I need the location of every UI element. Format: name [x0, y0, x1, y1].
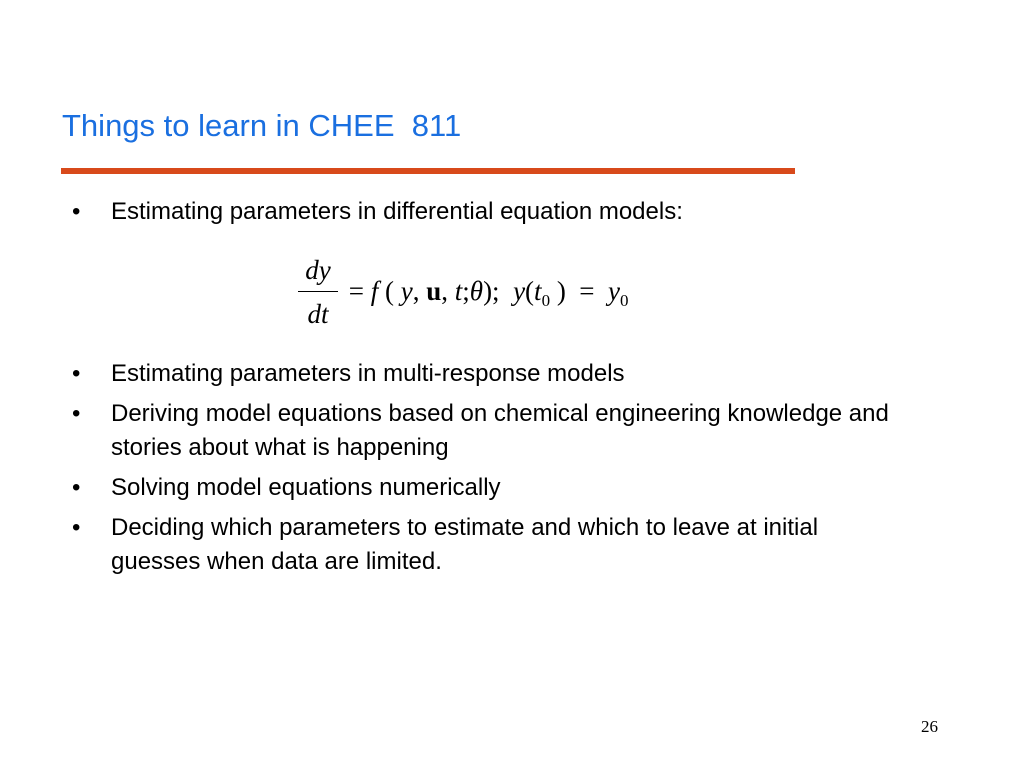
- equation-token: (: [378, 276, 401, 306]
- differential-equation: [298, 255, 683, 335]
- equation-token: θ: [469, 276, 484, 306]
- fraction-numerator: dy: [305, 255, 331, 285]
- slide-title: Things to learn in CHEE 811: [62, 108, 462, 143]
- bullet-dot-icon: •: [72, 360, 81, 387]
- title-underline: [61, 168, 795, 174]
- equation-token: );: [483, 276, 514, 306]
- equation-token: 0: [541, 291, 551, 310]
- equation-token: ;: [462, 276, 470, 306]
- derivative-fraction: [298, 255, 338, 335]
- bullet-item: [72, 471, 902, 505]
- fraction-bar: [298, 291, 338, 292]
- bullet-dot-icon: •: [72, 474, 81, 501]
- bullet-text: Deriving model equations based on chemical engineering knowledge and stories about what is happening: [111, 400, 889, 461]
- bullet-text: Estimating parameters in multi-response models: [111, 360, 625, 387]
- bullet-text: Estimating parameters in differential equation models:: [111, 198, 683, 225]
- bullet-text: Solving model equations numerically: [111, 474, 501, 501]
- equation-token: ,: [412, 276, 427, 306]
- equation-token: f: [370, 276, 379, 306]
- equation-right-hand-side: [342, 275, 629, 317]
- equation-token: (: [525, 276, 535, 306]
- equation-token: =: [342, 276, 371, 306]
- bullet-list-bottom: [72, 357, 902, 585]
- equation-token: t: [534, 276, 542, 306]
- bullet-item: [72, 397, 902, 465]
- equation-token: t: [454, 276, 463, 306]
- equation-token: ,: [441, 276, 455, 306]
- equation-token: ) =: [550, 276, 609, 306]
- bullet-dot-icon: •: [72, 198, 81, 225]
- equation-token: y: [608, 276, 621, 306]
- bullet-list-top: [72, 195, 902, 235]
- bullet-item: [72, 195, 902, 229]
- bullet-dot-icon: •: [72, 400, 81, 427]
- equation-token: 0: [620, 291, 629, 310]
- page-number: 26: [921, 717, 938, 736]
- fraction-denominator: dt: [307, 299, 329, 329]
- equation-token: u: [426, 276, 442, 306]
- bullet-item: [72, 511, 902, 579]
- equation-token: y: [400, 276, 413, 306]
- bullet-dot-icon: •: [72, 514, 81, 541]
- bullet-text: Deciding which parameters to estimate and which to leave at initial guesses when data are limited.: [111, 514, 819, 575]
- bullet-item: [72, 357, 902, 391]
- equation-token: y: [513, 276, 526, 306]
